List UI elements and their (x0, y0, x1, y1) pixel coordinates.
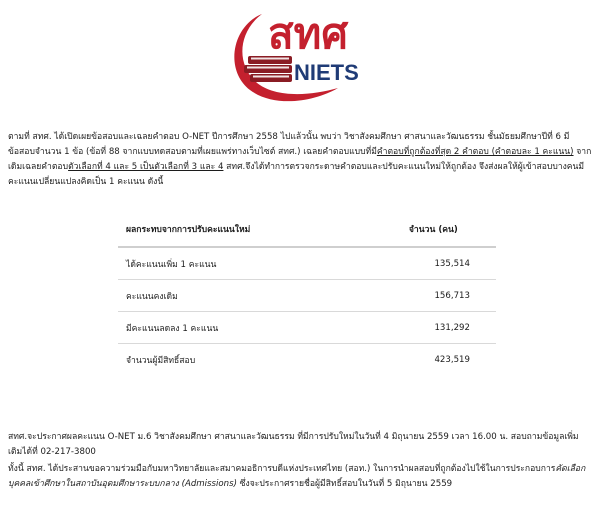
logo-latin-text: NIETS (294, 60, 359, 85)
admissions-italic: คัดเลือกบุคคลเข้าศึกษาในสถาบันอุดมศึกษาระบบกลาง (Admissions) (8, 464, 586, 489)
closing-text-2: ซึ่งจะประกาศรายชื่อผู้มีสิทธิ์สอบในวันที่ 5 มิถุนายน 2559 (236, 479, 453, 489)
closing-text-1: ทั้งนี้ สทศ. ได้ประสานขอความร่วมมือกับมหาวิทยาลัยและสมาคมอธิการบดีแห่งประเทศไทย (สอท.) ในการนำผลสอบที่ถูกต้องไปใช้ในการประกอบการ (8, 464, 556, 474)
header-impact: ผลกระทบจากการปรับคะแนนใหม่ (118, 222, 371, 247)
table-row (118, 312, 496, 344)
score-impact-table (118, 222, 496, 375)
row-label: คะแนนคงเดิม (118, 280, 371, 312)
correct-answers-link[interactable]: คำตอบที่ถูกต้องที่สุด 2 คำตอบ (คำตอบละ 1 คะแนน) (376, 147, 574, 157)
intro-paragraph (8, 130, 592, 190)
table-row (118, 280, 496, 312)
table-row (118, 247, 496, 280)
row-value: 156,713 (371, 280, 496, 312)
books-icon (244, 56, 292, 82)
closing-paragraph (8, 462, 592, 492)
table-row (118, 344, 496, 376)
row-label: มีคะแนนลดลง 1 คะแนน (118, 312, 371, 344)
intro-text-1: ตามที่ สทศ. ได้เปิดเผยข้อสอบและเฉลยคำตอบ O-NET ปีการศึกษา 2558 ไปแล้วนั้น พบว่า วิชาสังคมศึกษา ศาสนาและวัฒนธรรม ชั้นมัธยมศึกษาปีที่ 6 มีข้อสอบจำนวน 1 ข้อ (ข้อที่ 88 จากแบบทดสอบตามที่เผยแพร่ทางเว็บไซต์ สทศ.) เฉลยคำตอบแบบที่มี (8, 132, 570, 157)
intro-text-2: จากเดิมเฉลยคำตอบ (8, 147, 592, 172)
row-label: ได้คะแนนเพิ่ม 1 คะแนน (118, 247, 371, 280)
table-header-row (118, 222, 496, 247)
row-label: จำนวนผู้มีสิทธิ์สอบ (126, 355, 196, 366)
answer-choices-link[interactable]: ตัวเลือกที่ 4 และ 5 เป็นตัวเลือกที่ 3 และ 4 (68, 162, 224, 172)
header-count: จำนวน (คน) (371, 222, 496, 247)
announcement-paragraph: สทศ.จะประกาศผลคะแนน O-NET ม.6 วิชาสังคมศึกษา ศาสนาและวัฒนธรรม ที่มีการปรับใหม่ในวันที่ 4 มิถุนายน 2559 เวลา 16.00 น. สอบถามข้อมูลเพิ่มเติมได้ที่ 02-217-3800 (8, 432, 579, 457)
row-value: 131,292 (371, 312, 496, 344)
intro-text-3: สทศ.จึงได้ทำการตรวจกระดาษคำตอบและปรับคะแนนใหม่ให้ถูกต้อง จึงส่งผลให้ผู้เข้าสอบบางคนมีคะแนนเปลี่ยนแปลงคิดเป็น 1 คะแนน ดังนี้ (8, 162, 585, 187)
row-value: 423,519 (434, 354, 470, 365)
logo-thai-text: สทศ (268, 9, 348, 58)
niets-logo (218, 4, 386, 104)
row-value: 135,514 (371, 247, 496, 280)
